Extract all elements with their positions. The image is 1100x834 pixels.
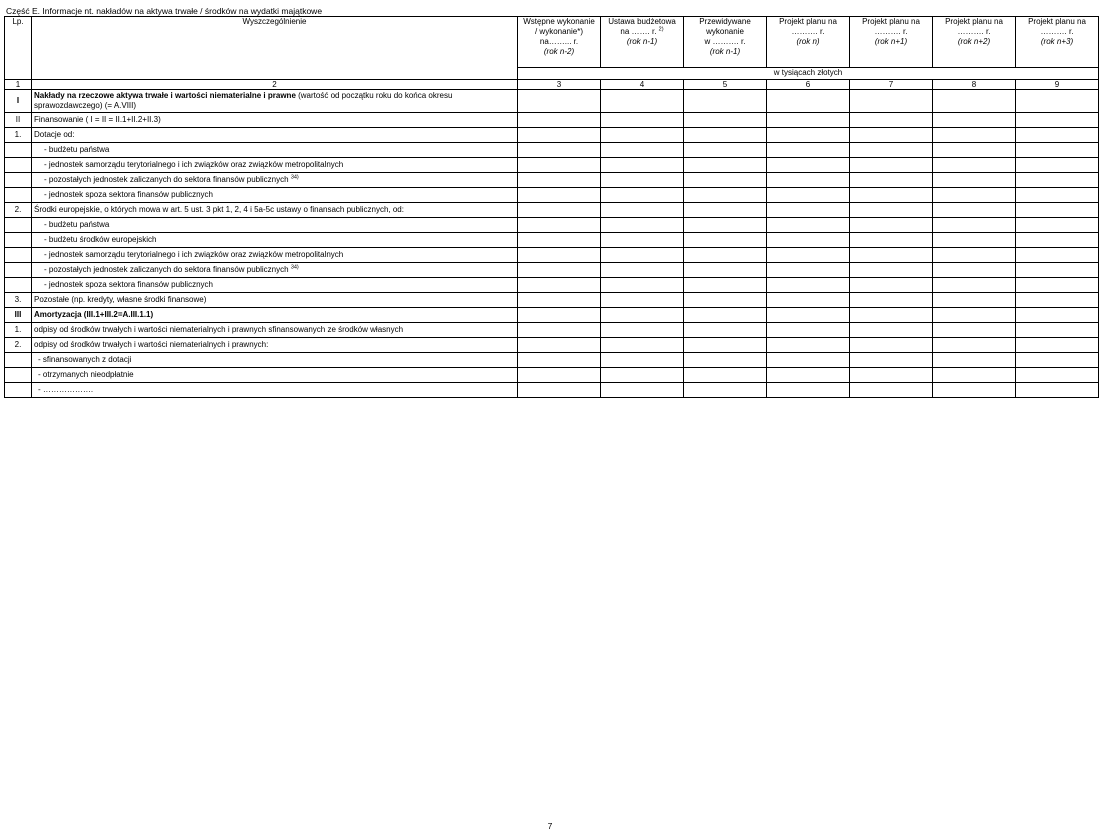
value-cell-col-3[interactable]: [518, 188, 601, 203]
row-lp: 2.: [5, 338, 32, 353]
value-cell-col-6[interactable]: [767, 113, 850, 128]
row-lp: [5, 173, 32, 188]
row-text: odpisy od środków trwałych i wartości niematerialnych i prawnych sfinansowanych ze środków własnych: [34, 325, 404, 334]
row-text: - ……………….: [38, 385, 94, 394]
value-cell-col-3[interactable]: [518, 368, 601, 383]
value-cell-col-5[interactable]: [684, 323, 767, 338]
header-col-9: [1016, 17, 1099, 68]
table-row: [5, 128, 1099, 143]
value-cell-col-9[interactable]: [1016, 143, 1099, 158]
row-description: [32, 248, 518, 263]
value-cell-col-9[interactable]: [1016, 338, 1099, 353]
value-cell-col-9[interactable]: [1016, 218, 1099, 233]
value-cell-col-9[interactable]: [1016, 158, 1099, 173]
value-cell-col-6[interactable]: [767, 368, 850, 383]
table-row: [5, 248, 1099, 263]
header-col-6-line1: Projekt planu na: [779, 17, 837, 26]
value-cell-col-4[interactable]: [601, 368, 684, 383]
value-cell-col-8[interactable]: [933, 173, 1016, 188]
footnote-ref: 34): [290, 264, 299, 271]
value-cell-col-6[interactable]: [767, 90, 850, 113]
value-cell-col-3[interactable]: [518, 293, 601, 308]
row-text: - pozostałych jednostek zaliczanych do sektora finansów publicznych: [44, 265, 289, 274]
row-text: - budżetu środków europejskich: [44, 235, 157, 244]
row-description: [32, 143, 518, 158]
value-cell-col-5[interactable]: [684, 383, 767, 398]
row-bold-text: Amortyzacja (III.1+III.2=A.III.1.1): [34, 310, 154, 319]
row-text: - budżetu państwa: [44, 145, 110, 154]
table-row: [5, 368, 1099, 383]
row-text: Środki europejskie, o których mowa w art. 5 ust. 3 pkt 1, 2, 4 i 5a-5c ustawy o finansach publicznych, od:: [34, 205, 404, 214]
value-cell-col-3[interactable]: [518, 323, 601, 338]
value-cell-col-8[interactable]: [933, 263, 1016, 278]
row-description: [32, 278, 518, 293]
header-col-8-line2: ………. r.: [957, 27, 991, 36]
table-row: [5, 278, 1099, 293]
value-cell-col-8[interactable]: [933, 353, 1016, 368]
value-cell-col-7[interactable]: [850, 383, 933, 398]
value-cell-col-6[interactable]: [767, 263, 850, 278]
value-cell-col-4[interactable]: [601, 323, 684, 338]
row-description: [32, 158, 518, 173]
value-cell-col-7[interactable]: [850, 353, 933, 368]
row-text: (wartość od początku roku do końca okresu sprawozdawczego) (= A.VIII): [34, 91, 453, 110]
value-cell-col-3[interactable]: [518, 383, 601, 398]
value-cell-col-6[interactable]: [767, 233, 850, 248]
value-cell-col-5[interactable]: [684, 248, 767, 263]
value-cell-col-5[interactable]: [684, 218, 767, 233]
value-cell-col-7[interactable]: [850, 233, 933, 248]
header-col-3-line2: / wykonanie*): [534, 27, 584, 36]
col-number: 5: [684, 80, 767, 90]
header-col-5: [684, 17, 767, 68]
row-description: [32, 173, 518, 188]
value-cell-col-5[interactable]: [684, 143, 767, 158]
col-number: 7: [850, 80, 933, 90]
row-text: - jednostek spoza sektora finansów publicznych: [44, 190, 213, 199]
header-col-5-line2: wykonanie: [706, 27, 744, 36]
row-lp: 1.: [5, 128, 32, 143]
value-cell-col-5[interactable]: [684, 128, 767, 143]
value-cell-col-6[interactable]: [767, 158, 850, 173]
value-cell-col-3[interactable]: [518, 278, 601, 293]
header-col-8-year: (rok n+2): [957, 37, 991, 46]
footnote-ref: 34): [290, 174, 299, 181]
value-cell-col-5[interactable]: [684, 90, 767, 113]
header-col-3: [518, 17, 601, 68]
value-cell-col-4[interactable]: [601, 203, 684, 218]
col-number: 9: [1016, 80, 1099, 90]
value-cell-col-3[interactable]: [518, 263, 601, 278]
value-cell-col-3[interactable]: [518, 128, 601, 143]
value-cell-col-8[interactable]: [933, 158, 1016, 173]
row-description: [32, 90, 518, 113]
header-col-4: [601, 17, 684, 68]
value-cell-col-4[interactable]: [601, 143, 684, 158]
value-cell-col-4[interactable]: [601, 188, 684, 203]
row-description: [32, 203, 518, 218]
value-cell-col-4[interactable]: [601, 158, 684, 173]
table-row: [5, 158, 1099, 173]
row-description: [32, 293, 518, 308]
value-cell-col-3[interactable]: [518, 158, 601, 173]
value-cell-col-8[interactable]: [933, 293, 1016, 308]
value-cell-col-5[interactable]: [684, 203, 767, 218]
row-lp: [5, 188, 32, 203]
value-cell-col-4[interactable]: [601, 383, 684, 398]
row-description: [32, 233, 518, 248]
value-cell-col-6[interactable]: [767, 323, 850, 338]
value-cell-col-4[interactable]: [601, 293, 684, 308]
row-lp: [5, 263, 32, 278]
value-cell-col-7[interactable]: [850, 188, 933, 203]
row-lp: 3.: [5, 293, 32, 308]
value-cell-col-7[interactable]: [850, 90, 933, 113]
header-col-9-line1: Projekt planu na: [1028, 17, 1086, 26]
value-cell-col-9[interactable]: [1016, 188, 1099, 203]
value-cell-col-7[interactable]: [850, 113, 933, 128]
value-cell-col-9[interactable]: [1016, 248, 1099, 263]
value-cell-col-9[interactable]: [1016, 368, 1099, 383]
value-cell-col-8[interactable]: [933, 203, 1016, 218]
column-number-row: [5, 80, 1099, 90]
value-cell-col-9[interactable]: [1016, 90, 1099, 113]
value-cell-col-8[interactable]: [933, 368, 1016, 383]
table-row: [5, 323, 1099, 338]
value-cell-col-7[interactable]: [850, 173, 933, 188]
value-cell-col-8[interactable]: [933, 383, 1016, 398]
table-row: [5, 233, 1099, 248]
row-description: [32, 113, 518, 128]
value-cell-col-7[interactable]: [850, 323, 933, 338]
header-col-9-year: (rok n+3): [1040, 37, 1074, 46]
value-cell-col-7[interactable]: [850, 248, 933, 263]
table-row: [5, 173, 1099, 188]
row-text: odpisy od środków trwałych i wartości niematerialnych i prawnych:: [34, 340, 269, 349]
value-cell-col-6[interactable]: [767, 173, 850, 188]
unit-label: w tysiącach złotych: [518, 68, 1099, 80]
header-col-6-year: (rok n): [796, 37, 820, 46]
value-cell-col-6[interactable]: [767, 128, 850, 143]
row-text: Finansowanie ( I = II = II.1+II.2+II.3): [34, 115, 161, 124]
value-cell-col-8[interactable]: [933, 248, 1016, 263]
header-col-7: [850, 17, 933, 68]
value-cell-col-4[interactable]: [601, 113, 684, 128]
value-cell-col-6[interactable]: [767, 353, 850, 368]
table-row: [5, 353, 1099, 368]
value-cell-col-4[interactable]: [601, 218, 684, 233]
value-cell-col-3[interactable]: [518, 338, 601, 353]
header-col-7-year: (rok n+1): [874, 37, 908, 46]
row-description: [32, 338, 518, 353]
value-cell-col-7[interactable]: [850, 308, 933, 323]
value-cell-col-9[interactable]: [1016, 278, 1099, 293]
table-row: [5, 293, 1099, 308]
header-col-7-line2: ………. r.: [874, 27, 908, 36]
row-description: [32, 128, 518, 143]
row-lp: [5, 353, 32, 368]
value-cell-col-5[interactable]: [684, 278, 767, 293]
value-cell-col-4[interactable]: [601, 353, 684, 368]
value-cell-col-3[interactable]: [518, 218, 601, 233]
row-lp: I: [5, 90, 32, 113]
col-number: 8: [933, 80, 1016, 90]
value-cell-col-8[interactable]: [933, 323, 1016, 338]
row-lp: II: [5, 113, 32, 128]
value-cell-col-5[interactable]: [684, 263, 767, 278]
value-cell-col-4[interactable]: [601, 90, 684, 113]
value-cell-col-7[interactable]: [850, 143, 933, 158]
col-number: 6: [767, 80, 850, 90]
header-col-8-line1: Projekt planu na: [945, 17, 1003, 26]
col-number: 1: [5, 80, 32, 90]
row-description: [32, 368, 518, 383]
value-cell-col-8[interactable]: [933, 90, 1016, 113]
row-lp: [5, 233, 32, 248]
value-cell-col-5[interactable]: [684, 113, 767, 128]
row-lp: [5, 383, 32, 398]
value-cell-col-4[interactable]: [601, 308, 684, 323]
header-col-3-line1: Wstępne wykonanie: [523, 17, 595, 26]
value-cell-col-5[interactable]: [684, 368, 767, 383]
value-cell-col-5[interactable]: [684, 338, 767, 353]
value-cell-col-8[interactable]: [933, 308, 1016, 323]
value-cell-col-5[interactable]: [684, 233, 767, 248]
value-cell-col-6[interactable]: [767, 293, 850, 308]
value-cell-col-4[interactable]: [601, 173, 684, 188]
value-cell-col-4[interactable]: [601, 248, 684, 263]
value-cell-col-3[interactable]: [518, 173, 601, 188]
value-cell-col-9[interactable]: [1016, 308, 1099, 323]
value-cell-col-5[interactable]: [684, 293, 767, 308]
row-lp: 2.: [5, 203, 32, 218]
expenditure-table: [4, 16, 1099, 398]
value-cell-col-4[interactable]: [601, 233, 684, 248]
value-cell-col-7[interactable]: [850, 293, 933, 308]
table-row: [5, 143, 1099, 158]
row-lp: [5, 158, 32, 173]
header-col-3-year: (rok n-2): [543, 47, 575, 56]
value-cell-col-4[interactable]: [601, 338, 684, 353]
row-description: [32, 353, 518, 368]
header-col-4-year: (rok n-1): [626, 37, 658, 46]
row-text: Pozostałe (np. kredyty, własne środki finansowe): [34, 295, 207, 304]
row-text: - jednostek samorządu terytorialnego i ich związków oraz związków metropolitalnych: [44, 250, 344, 259]
table-row: [5, 218, 1099, 233]
row-description: [32, 263, 518, 278]
value-cell-col-6[interactable]: [767, 308, 850, 323]
value-cell-col-3[interactable]: [518, 143, 601, 158]
value-cell-col-7[interactable]: [850, 338, 933, 353]
table-row: [5, 188, 1099, 203]
value-cell-col-8[interactable]: [933, 143, 1016, 158]
value-cell-col-8[interactable]: [933, 218, 1016, 233]
header-col-5-line1: Przewidywane: [699, 17, 751, 26]
value-cell-col-6[interactable]: [767, 248, 850, 263]
row-lp: 1.: [5, 323, 32, 338]
row-lp: [5, 368, 32, 383]
data-rows: [5, 90, 1099, 398]
header-description: Wyszczególnienie: [32, 17, 518, 80]
header-col-5-year: (rok n-1): [709, 47, 741, 56]
row-lp: [5, 248, 32, 263]
table-row: [5, 113, 1099, 128]
value-cell-col-5[interactable]: [684, 173, 767, 188]
row-text: Dotacje od:: [34, 130, 75, 139]
value-cell-col-9[interactable]: [1016, 203, 1099, 218]
col-number: 3: [518, 80, 601, 90]
value-cell-col-4[interactable]: [601, 278, 684, 293]
value-cell-col-7[interactable]: [850, 128, 933, 143]
row-text: - otrzymanych nieodpłatnie: [38, 370, 134, 379]
value-cell-col-6[interactable]: [767, 278, 850, 293]
header-col-6-line2: ………. r.: [791, 27, 825, 36]
value-cell-col-9[interactable]: [1016, 113, 1099, 128]
value-cell-col-8[interactable]: [933, 113, 1016, 128]
value-cell-col-9[interactable]: [1016, 233, 1099, 248]
value-cell-col-3[interactable]: [518, 308, 601, 323]
value-cell-col-6[interactable]: [767, 203, 850, 218]
value-cell-col-9[interactable]: [1016, 173, 1099, 188]
footnote-ref: 2): [658, 26, 664, 33]
value-cell-col-5[interactable]: [684, 308, 767, 323]
header-lp: Lp.: [5, 17, 32, 80]
header-col-7-line1: Projekt planu na: [862, 17, 920, 26]
value-cell-col-8[interactable]: [933, 338, 1016, 353]
col-number: 4: [601, 80, 684, 90]
table-row: [5, 203, 1099, 218]
row-text: - jednostek samorządu terytorialnego i ich związków oraz związków metropolitalnych: [44, 160, 344, 169]
header-col-9-line2: ………. r.: [1040, 27, 1074, 36]
row-description: [32, 323, 518, 338]
header-col-8: [933, 17, 1016, 68]
value-cell-col-9[interactable]: [1016, 323, 1099, 338]
row-bold-text: Nakłady na rzeczowe aktywa trwałe i wartości niematerialne i prawne: [34, 91, 296, 100]
table-row: [5, 308, 1099, 323]
page-number: 7: [547, 821, 553, 831]
row-text: - pozostałych jednostek zaliczanych do sektora finansów publicznych: [44, 175, 289, 184]
row-text: - sfinansowanych z dotacji: [38, 355, 132, 364]
header-col-4-line1: Ustawa budżetowa: [608, 17, 676, 26]
value-cell-col-3[interactable]: [518, 248, 601, 263]
table-row: [5, 338, 1099, 353]
header-col-3-line3: na……... r.: [539, 37, 579, 46]
value-cell-col-7[interactable]: [850, 278, 933, 293]
row-description: [32, 308, 518, 323]
header-col-6: [767, 17, 850, 68]
table-row: [5, 90, 1099, 113]
value-cell-col-7[interactable]: [850, 368, 933, 383]
row-lp: [5, 278, 32, 293]
value-cell-col-5[interactable]: [684, 158, 767, 173]
value-cell-col-6[interactable]: [767, 218, 850, 233]
table-row: [5, 263, 1099, 278]
row-description: [32, 218, 518, 233]
value-cell-col-8[interactable]: [933, 188, 1016, 203]
value-cell-col-6[interactable]: [767, 338, 850, 353]
row-lp: [5, 143, 32, 158]
value-cell-col-3[interactable]: [518, 90, 601, 113]
value-cell-col-6[interactable]: [767, 383, 850, 398]
value-cell-col-4[interactable]: [601, 263, 684, 278]
row-lp: [5, 218, 32, 233]
value-cell-col-6[interactable]: [767, 143, 850, 158]
row-text: - jednostek spoza sektora finansów publicznych: [44, 280, 213, 289]
value-cell-col-4[interactable]: [601, 128, 684, 143]
col-number: 2: [32, 80, 518, 90]
value-cell-col-7[interactable]: [850, 203, 933, 218]
header-col-5-line3: w ………. r.: [704, 37, 746, 46]
header-col-4-line2: na ……. r.: [620, 27, 657, 36]
value-cell-col-7[interactable]: [850, 218, 933, 233]
value-cell-col-7[interactable]: [850, 158, 933, 173]
value-cell-col-8[interactable]: [933, 233, 1016, 248]
value-cell-col-8[interactable]: [933, 128, 1016, 143]
value-cell-col-9[interactable]: [1016, 263, 1099, 278]
value-cell-col-9[interactable]: [1016, 383, 1099, 398]
section-title: Część E. Informacje nt. nakładów na aktywa trwałe / środków na wydatki majątkowe: [6, 6, 323, 16]
value-cell-col-5[interactable]: [684, 353, 767, 368]
value-cell-col-9[interactable]: [1016, 293, 1099, 308]
header-row: [5, 17, 1099, 68]
value-cell-col-3[interactable]: [518, 113, 601, 128]
row-text: - budżetu państwa: [44, 220, 110, 229]
value-cell-col-3[interactable]: [518, 203, 601, 218]
value-cell-col-3[interactable]: [518, 233, 601, 248]
value-cell-col-8[interactable]: [933, 278, 1016, 293]
row-lp: III: [5, 308, 32, 323]
value-cell-col-3[interactable]: [518, 353, 601, 368]
value-cell-col-5[interactable]: [684, 188, 767, 203]
row-description: [32, 383, 518, 398]
table-row: [5, 383, 1099, 398]
value-cell-col-9[interactable]: [1016, 353, 1099, 368]
value-cell-col-9[interactable]: [1016, 128, 1099, 143]
value-cell-col-7[interactable]: [850, 263, 933, 278]
row-description: [32, 188, 518, 203]
value-cell-col-6[interactable]: [767, 188, 850, 203]
